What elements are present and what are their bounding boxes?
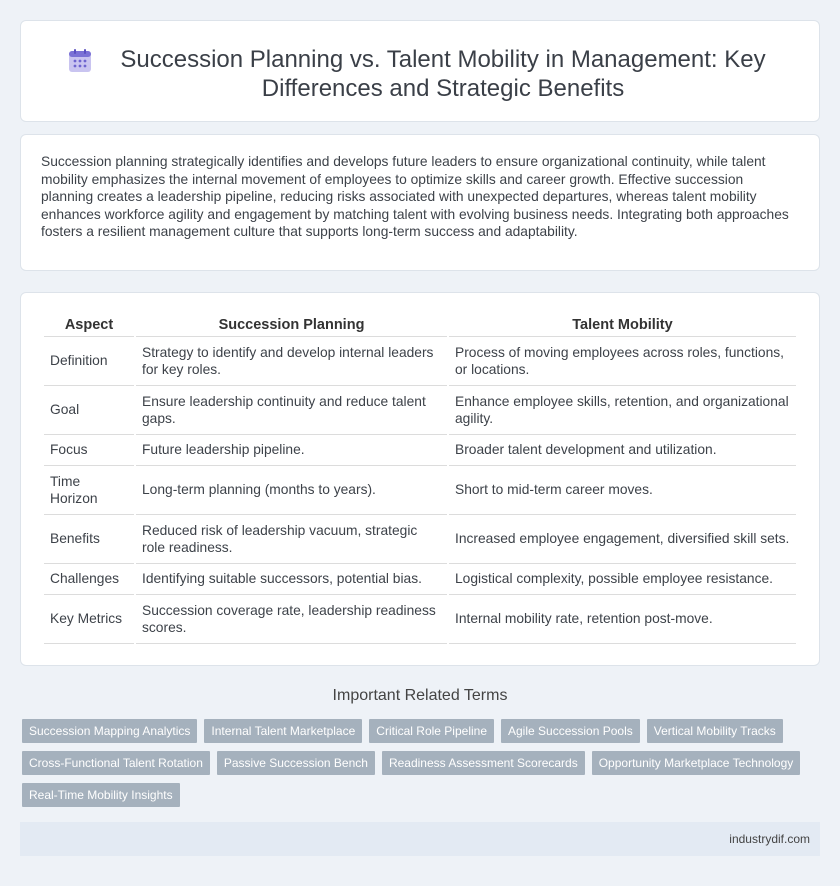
related-term-tag[interactable]: Vertical Mobility Tracks (647, 719, 783, 743)
row-mobility: Enhance employee skills, retention, and organizational agility. (449, 386, 796, 435)
row-succession: Future leadership pipeline. (136, 435, 447, 466)
table-row (44, 515, 796, 564)
comparison-table (42, 313, 798, 644)
page-title: Succession Planning vs. Talent Mobility in Management: Key Differences and Strategic Benefits (120, 46, 766, 102)
related-term-tag[interactable]: Critical Role Pipeline (369, 719, 494, 743)
table-row (44, 595, 796, 644)
table-row (44, 564, 796, 595)
title-card (20, 20, 820, 122)
related-term-tag[interactable]: Passive Succession Bench (217, 751, 375, 775)
row-succession: Strategy to identify and develop internal leaders for key roles. (136, 337, 447, 386)
table-row (44, 386, 796, 435)
header-talent-mobility: Talent Mobility (449, 313, 796, 337)
row-aspect: Definition (44, 337, 134, 386)
row-succession: Long-term planning (months to years). (136, 466, 447, 515)
row-succession: Reduced risk of leadership vacuum, strategic role readiness. (136, 515, 447, 564)
row-mobility: Logistical complexity, possible employee resistance. (449, 564, 796, 595)
intro-paragraph: Succession planning strategically identifies and develops future leaders to ensure organizational continuity, while talent mobility emphasizes the internal movement of employees to optimize skills and career growth. Effective succession planning creates a leadership pipeline, reducing risks associated with unexpected departures, whereas talent mobility enhances workforce agility and engagement by matching talent with evolving business needs. Integrating both approaches fosters a resilient management culture that supports long-term success and adaptability. (41, 154, 789, 239)
table-row (44, 337, 796, 386)
related-term-tag[interactable]: Cross-Functional Talent Rotation (22, 751, 210, 775)
intro-card (20, 134, 820, 271)
related-term-tag[interactable]: Opportunity Marketplace Technology (592, 751, 801, 775)
row-aspect: Benefits (44, 515, 134, 564)
row-aspect: Goal (44, 386, 134, 435)
table-row (44, 466, 796, 515)
row-aspect: Focus (44, 435, 134, 466)
row-aspect: Key Metrics (44, 595, 134, 644)
related-term-tag[interactable]: Succession Mapping Analytics (22, 719, 197, 743)
header-aspect: Aspect (44, 313, 134, 337)
table-row (44, 435, 796, 466)
row-succession: Ensure leadership continuity and reduce talent gaps. (136, 386, 447, 435)
row-succession: Succession coverage rate, leadership readiness scores. (136, 595, 447, 644)
table-header-row (44, 313, 796, 337)
row-mobility: Broader talent development and utilization. (449, 435, 796, 466)
related-terms-heading: Important Related Terms (332, 687, 508, 704)
row-mobility: Increased employee engagement, diversified skill sets. (449, 515, 796, 564)
calendar-icon (67, 48, 93, 74)
row-mobility: Short to mid-term career moves. (449, 466, 796, 515)
row-aspect: Time Horizon (44, 466, 134, 515)
row-succession: Identifying suitable successors, potential bias. (136, 564, 447, 595)
footer-site-link[interactable]: industrydif.com (729, 832, 810, 846)
related-term-tag[interactable]: Readiness Assessment Scorecards (382, 751, 585, 775)
row-aspect: Challenges (44, 564, 134, 595)
footer (20, 822, 820, 856)
header-succession-planning: Succession Planning (136, 313, 447, 337)
related-term-tag[interactable]: Agile Succession Pools (501, 719, 640, 743)
related-term-tag[interactable]: Real-Time Mobility Insights (22, 783, 180, 807)
row-mobility: Process of moving employees across roles, functions, or locations. (449, 337, 796, 386)
related-terms-list (22, 719, 822, 807)
comparison-card (20, 292, 820, 666)
row-mobility: Internal mobility rate, retention post-move. (449, 595, 796, 644)
related-term-tag[interactable]: Internal Talent Marketplace (204, 719, 362, 743)
